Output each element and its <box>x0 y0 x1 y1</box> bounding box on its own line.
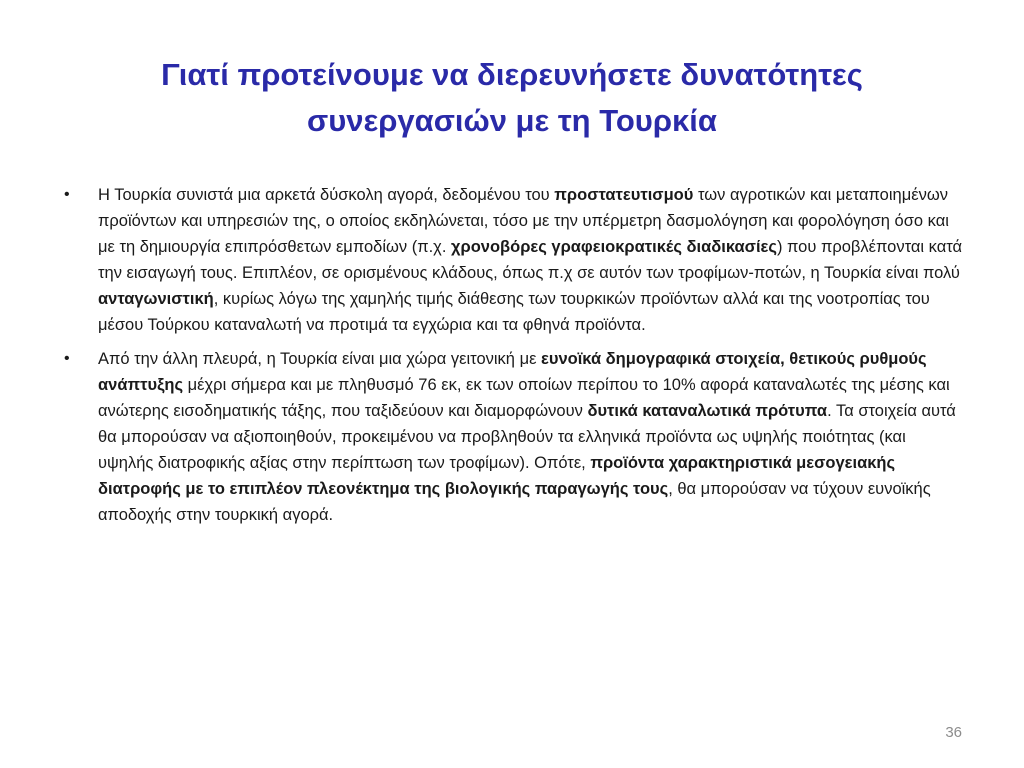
slide-title <box>60 52 964 144</box>
emphasis-segment: ευνοϊκά δημογραφικά στοιχεία, θετικούς ρυθμούς ανάπτυξης <box>98 350 927 394</box>
page-number: 36 <box>945 724 962 741</box>
bullet-icon: • <box>64 186 70 203</box>
slide-title-line-2: συνεργασιών με τη Τουρκία <box>307 103 717 138</box>
emphasis-segment: δυτικά καταναλωτικά πρότυπα <box>587 402 828 420</box>
bullet-text-1 <box>98 186 962 334</box>
bullet-list <box>64 182 964 536</box>
text-segment: των αγροτικών και μεταποιημένων προϊόντων και υπηρεσιών της, ο οποίος εκδηλώνεται, τόσο με την υπέρμετρη δασμολόγηση και φορολόγηση όσο και με τη δημιουργία επιπρόσθετων εμποδίων (π.χ. <box>98 186 949 256</box>
bullet-icon: • <box>64 350 70 367</box>
text-segment: , κυρίως λόγω της χαμηλής τιμής διάθεσης των τουρκικών προϊόντων αλλά και της νοοτροπίας του μέσου Τούρκου καταναλωτή να προτιμά τα εγχώρια και τα φθηνά προϊόντα. <box>98 290 930 334</box>
bullet-text-2 <box>98 350 956 524</box>
emphasis-segment: προστατευτισμού <box>554 186 694 204</box>
text-segment: . Τα στοιχεία αυτά θα μπορούσαν να αξιοποιηθούν, προκειμένου να προβληθούν τα ελληνικά προϊόντα ως υψηλής ποιότητας (και υψηλής διατροφικής αξίας στην περίπτωση των τροφίμων). Οπότε, <box>98 402 956 472</box>
slide-title-line-1: Γιατί προτείνουμε να διερευνήσετε δυνατότητες <box>161 57 863 92</box>
text-segment: ) που προβλέπονται κατά την εισαγωγή τους. Επιπλέον, σε ορισμένους κλάδους, όπως π.χ σε αυτόν των τροφίμων-ποτών, η Τουρκία είναι πολύ <box>98 238 963 282</box>
bullet-item-1 <box>64 182 964 338</box>
emphasis-segment: χρονοβόρες γραφειοκρατικές διαδικασίες <box>451 238 777 256</box>
emphasis-segment: προϊόντα χαρακτηριστικά μεσογειακής διατροφής με το επιπλέον πλεονέκτημα της βιολογικής παραγωγής τους <box>98 454 896 498</box>
text-segment: , θα μπορούσαν να τύχουν ευνοϊκής αποδοχής στην τουρκική αγορά. <box>98 480 931 524</box>
text-segment: μέχρι σήμερα και με πληθυσμό 76 εκ, εκ των οποίων περίπου το 10% αφορά καταναλωτές της μέσης και ανώτερης εισοδηματικής τάξης, που ταξιδεύουν και διαμορφώνουν <box>98 376 950 420</box>
bullet-item-2 <box>64 346 964 528</box>
emphasis-segment: ανταγωνιστική <box>98 290 214 308</box>
text-segment: Από την άλλη πλευρά, η Τουρκία είναι μια χώρα γειτονική με <box>98 350 542 368</box>
text-segment: Η Τουρκία συνιστά μια αρκετά δύσκολη αγορά, δεδομένου του <box>98 186 555 204</box>
